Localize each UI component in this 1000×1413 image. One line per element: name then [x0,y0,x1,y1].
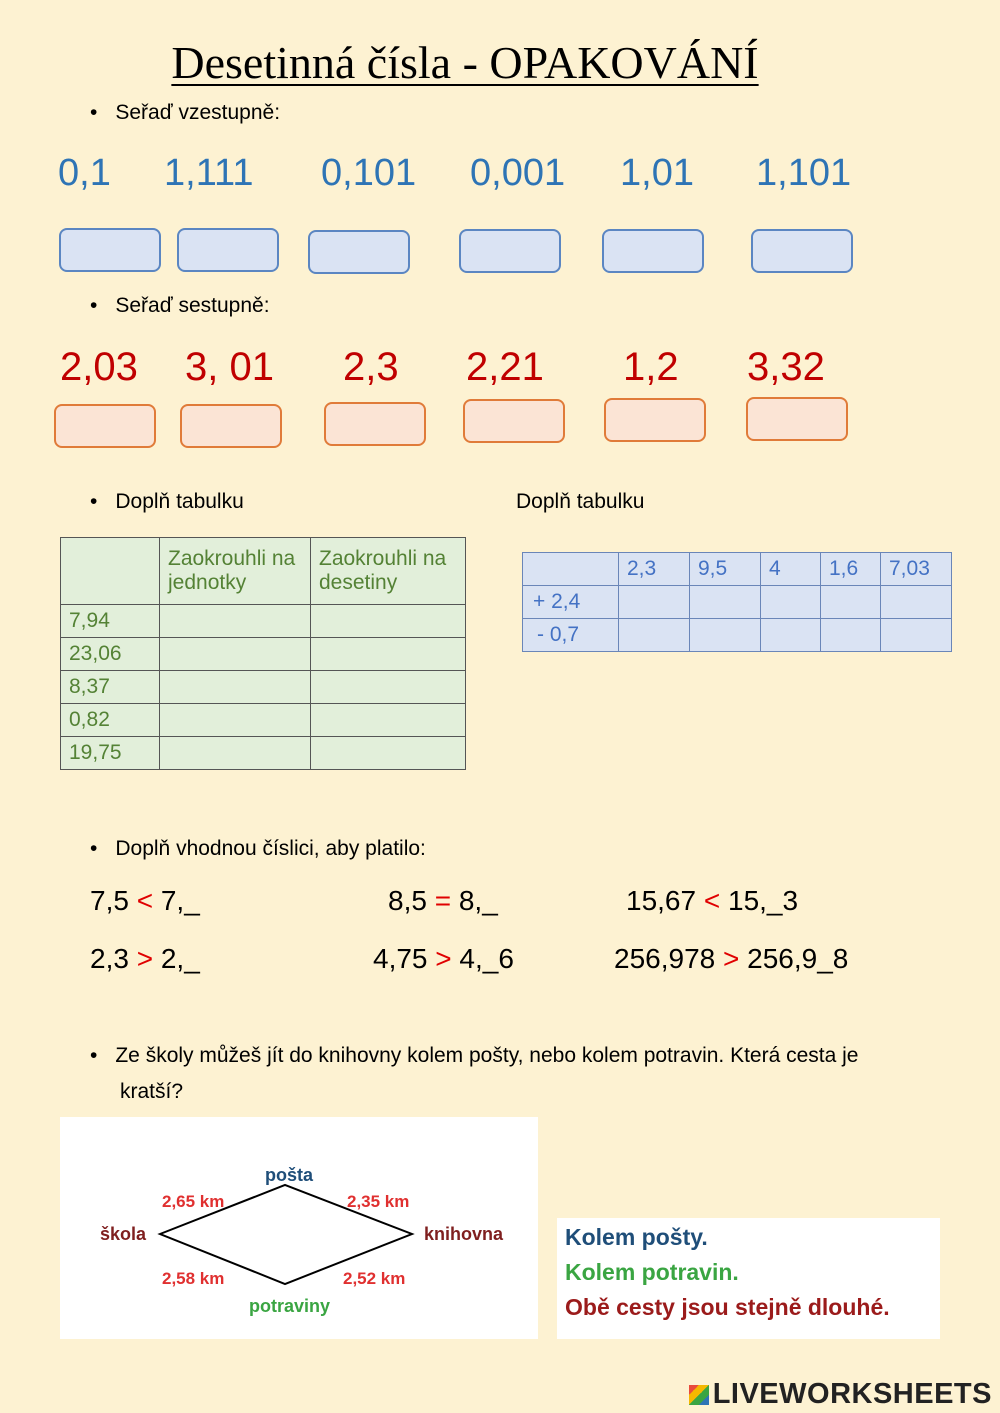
table-row [523,553,952,586]
rounding-value: 19,75 [61,737,160,770]
rounding-value: 7,94 [61,605,160,638]
inequality-3 [626,885,798,917]
arith-column-header: 4 [761,553,821,586]
rounding-answer-cell[interactable] [311,638,466,671]
inequality-6 [614,943,848,975]
place-potraviny: potraviny [249,1296,331,1316]
desc-answer-box-5[interactable] [604,398,706,442]
inequality-operator: = [434,885,452,916]
arith-column-header: 9,5 [690,553,761,586]
logo-mark-icon [689,1385,709,1405]
arith-answer-cell[interactable] [690,619,761,652]
distance-potraviny-knihovna: 2,52 km [343,1269,406,1288]
arith-answer-cell[interactable] [821,586,881,619]
arith-column-header: 7,03 [881,553,952,586]
rounding-answer-cell[interactable] [160,605,311,638]
inequality-operator: > [723,943,740,974]
asc-answer-box-1[interactable] [59,228,161,272]
desc-answer-box-3[interactable] [324,402,426,446]
inequality-right[interactable]: 4,_6 [459,943,514,974]
inequality-operator: > [435,943,452,974]
desc-number-5: 1,2 [623,345,679,389]
asc-number-6: 1,101 [756,152,852,194]
inequality-right[interactable]: 256,9_8 [747,943,849,974]
place-skola: škola [100,1224,147,1244]
table-row [61,704,466,737]
rounding-table [60,537,466,770]
table-row [61,737,466,770]
arith-answer-cell[interactable] [821,619,881,652]
place-posta: pošta [265,1165,314,1185]
rounding-answer-cell[interactable] [160,638,311,671]
rounding-answer-cell[interactable] [160,737,311,770]
route-diagram [60,1117,538,1339]
arith-answer-cell[interactable] [761,619,821,652]
arith-answer-cell[interactable] [761,586,821,619]
table-row [523,619,952,652]
rounding-answer-cell[interactable] [311,605,466,638]
rounding-answer-cell[interactable] [311,671,466,704]
asc-answer-box-4[interactable] [459,229,561,273]
brand-text: LIVEWORKSHEETS [712,1378,992,1410]
desc-answer-box-6[interactable] [746,397,848,441]
answer-options [557,1218,940,1339]
page-title: Desetinná čísla - OPAKOVÁNÍ [171,37,759,88]
task2-label: • Seřaď sestupně: [90,294,270,318]
inequality-operator: < [136,885,154,916]
task3-label: • Doplň tabulku [90,490,244,514]
table-row [61,671,466,704]
desc-number-2: 3, 01 [185,345,274,389]
table-row [523,586,952,619]
asc-answer-box-5[interactable] [602,229,704,273]
arith-header-empty [523,553,619,586]
inequality-operator: < [703,885,721,916]
inequality-left: 7,5 [90,885,129,916]
inequality-5 [373,943,514,975]
task4-label: Doplň tabulku [516,490,645,513]
task1-label: • Seřaď vzestupně: [90,101,280,125]
arithmetic-table [522,552,952,652]
table-row [61,638,466,671]
arith-column-header: 1,6 [821,553,881,586]
inequality-left: 15,67 [626,885,697,916]
route-map [60,1117,538,1339]
asc-answer-box-2[interactable] [177,228,279,272]
rounding-answer-cell[interactable] [160,671,311,704]
desc-answer-box-2[interactable] [180,404,282,448]
rounding-value: 23,06 [61,638,160,671]
liveworksheets-logo [689,1378,992,1411]
rounding-header-tenths: Zaokrouhli na desetiny [311,538,466,605]
table-row [61,605,466,638]
arith-answer-cell[interactable] [619,619,690,652]
asc-number-3: 0,101 [321,152,417,194]
arith-row-header-minus: - 0,7 [523,619,619,652]
rounding-answer-cell[interactable] [311,737,466,770]
desc-number-3: 2,3 [343,345,399,389]
distance-skola-potraviny: 2,58 km [162,1269,225,1288]
desc-number-6: 3,32 [747,345,825,389]
inequality-1 [90,885,200,917]
distance-posta-knihovna: 2,35 km [347,1192,410,1211]
desc-number-4: 2,21 [466,345,544,389]
desc-answer-box-1[interactable] [54,404,156,448]
rounding-answer-cell[interactable] [160,704,311,737]
desc-answer-box-4[interactable] [463,399,565,443]
inequality-left: 4,75 [373,943,428,974]
asc-number-4: 0,001 [470,152,566,194]
desc-number-1: 2,03 [60,345,138,389]
place-knihovna: knihovna [424,1224,504,1244]
arith-answer-cell[interactable] [690,586,761,619]
arith-column-header: 2,3 [619,553,690,586]
inequality-right[interactable]: 7,_ [160,885,200,916]
arith-answer-cell[interactable] [619,586,690,619]
inequality-left: 2,3 [90,943,129,974]
rounding-value: 8,37 [61,671,160,704]
inequality-right[interactable]: 15,_3 [728,885,799,916]
inequality-left: 8,5 [388,885,427,916]
distance-skola-posta: 2,65 km [162,1192,225,1211]
arith-row-header-plus: + 2,4 [523,586,619,619]
asc-answer-box-3[interactable] [308,230,410,274]
rounding-value: 0,82 [61,704,160,737]
answer-option-posta[interactable]: Kolem pošty. [565,1224,708,1250]
rounding-header-empty [61,538,160,605]
asc-number-1: 0,1 [58,152,111,194]
answer-option-potraviny[interactable]: Kolem potravin. [565,1259,739,1285]
arith-answer-cell[interactable] [881,586,952,619]
inequality-left: 256,978 [614,943,716,974]
task5-label: • Doplň vhodnou číslici, aby platilo: [90,837,426,861]
arith-answer-cell[interactable] [881,619,952,652]
task6-label: • Ze školy můžeš jít do knihovny kolem pošty, nebo kolem potravin. Která cesta je kratší? [90,1038,920,1110]
rounding-answer-cell[interactable] [311,704,466,737]
inequality-2 [388,885,498,917]
answer-option-equal[interactable]: Obě cesty jsou stejně dlouhé. [565,1294,890,1320]
asc-answer-box-6[interactable] [751,229,853,273]
inequality-right[interactable]: 2,_ [160,943,200,974]
asc-number-5: 1,01 [620,152,694,194]
inequality-operator: > [136,943,154,974]
inequality-4 [90,943,200,975]
inequality-right[interactable]: 8,_ [458,885,498,916]
rounding-header-units: Zaokrouhli na jednotky [160,538,311,605]
asc-number-2: 1,111 [164,152,254,194]
